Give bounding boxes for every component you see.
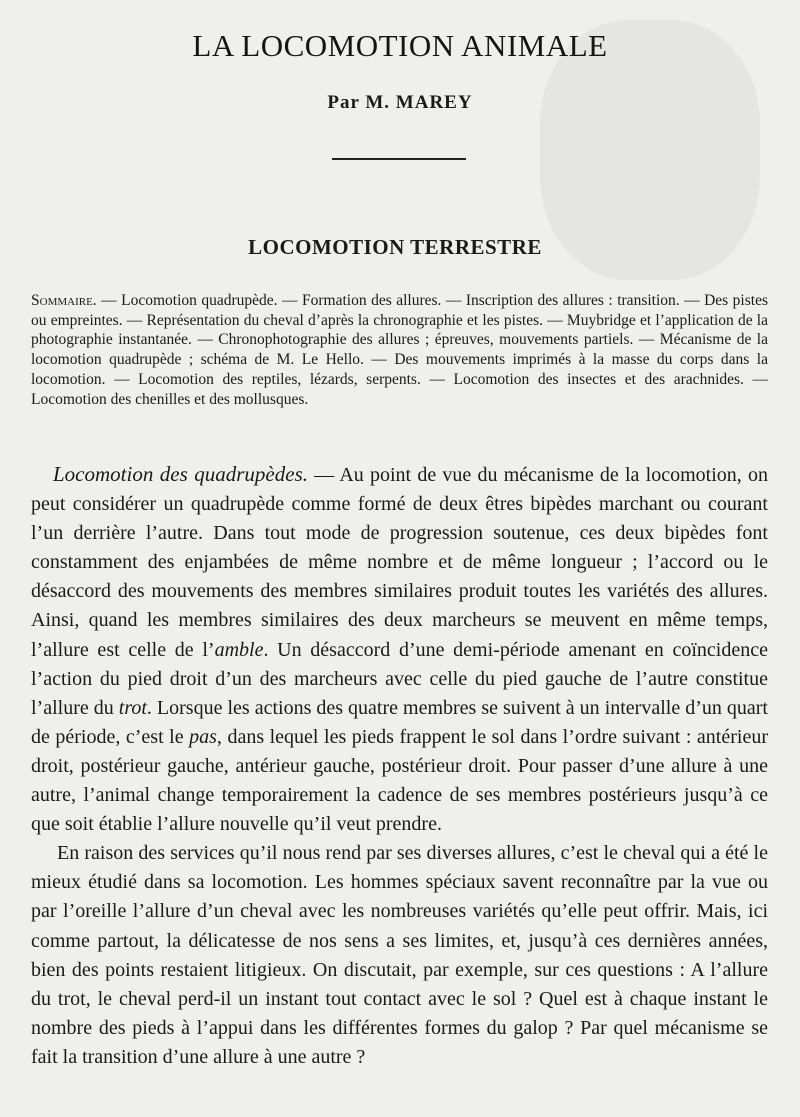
summary-block <box>31 291 768 409</box>
p1-text-1: — Au point de vue du mécanisme de la locomotion, on peut considérer un quadrupède comme formé de deux êtres bipèdes marchant ou courant l’un derrière l’autre. Dans tout mode de progression soutenue, ces deux bipèdes font constamment des enjambées de même nombre et de même longueur ; l’accord ou le désaccord des mouvements des membres similaires produit toutes les variétés des allures. Ainsi, quand les membres similaires des deux marcheurs se meuvent en même temps, l’allure est celle de l’ <box>31 464 768 661</box>
term-amble: amble <box>214 638 264 661</box>
p1-text-2: . Un désaccord d’une demi-période amenant en coïncidence l’action du pied droit d’un des marcheurs avec celle du pied gauche de l’autre constitue l’allure du <box>31 638 768 719</box>
body-text <box>31 460 768 1072</box>
paragraph-1 <box>31 460 768 839</box>
section-heading: LOCOMOTION TERRESTRE <box>248 235 542 259</box>
paragraph-2: En raison des services qu’il nous rend par ses diverses allures, c’est le cheval qui a été le mieux étudié dans sa locomotion. Les hommes spéciaux savent reconnaître par la vue ou par l’oreille l’allure d’un cheval avec les nombreuses variétés qu’elle peut offrir. Mais, ici comme partout, la délicatesse de nos sens a ses limites, et, jusqu’à ces dernières années, bien des points restaient litigieux. On discutait, par exemple, sur ces questions : A l’allure du trot, le cheval perd-il un instant tout contact avec le sol ? Quel est à chaque instant le nombre des pieds à l’appui dans les différentes formes du galop ? Par quel mécanisme se fait la transition d’une allure à une autre ? <box>31 842 768 1068</box>
term-pas: pas <box>189 725 217 748</box>
term-trot: trot <box>118 696 147 719</box>
summary-text: — Locomotion quadrupède. — Formation des allures. — Inscription des allures : transition. — Des pistes ou empreintes. — Représentation du cheval d’après la chronographie et les pistes. — Muybridge et l’application de la photographie instantanée. — Chronophotographie des allures ; épreuves, mouvements partiels. — Mécanisme de la locomotion quadrupède ; schéma de M. Le Hello. — Des mouvements imprimés à la masse du corps dans la locomotion. — Locomotion des reptiles, lézards, serpents. — Locomotion des insectes et des arachnides. — Locomotion des chenilles et des mollusques. <box>31 292 768 408</box>
page-title: LA LOCOMOTION ANIMALE <box>192 28 608 63</box>
author-line: Par M. MAREY <box>327 92 473 113</box>
paragraph-heading: Locomotion des quadrupèdes. <box>53 462 308 486</box>
p1-text-3: . Lorsque les actions des quatre membres se suivent à un intervalle d’un quart de période, c’est le <box>31 696 768 748</box>
title-divider <box>332 158 466 160</box>
p1-text-4: , dans lequel les pieds frappent le sol dans l’ordre suivant : antérieur droit, postérieur gauche, antérieur gauche, postérieur droit. Pour passer d’une allure à une autre, l’animal change temporairement la cadence de ses membres postérieurs jusqu’à ce que soit établie l’allure nouvelle qu’il veut prendre. <box>31 725 768 836</box>
summary-lead: Sommaire. <box>31 292 97 309</box>
